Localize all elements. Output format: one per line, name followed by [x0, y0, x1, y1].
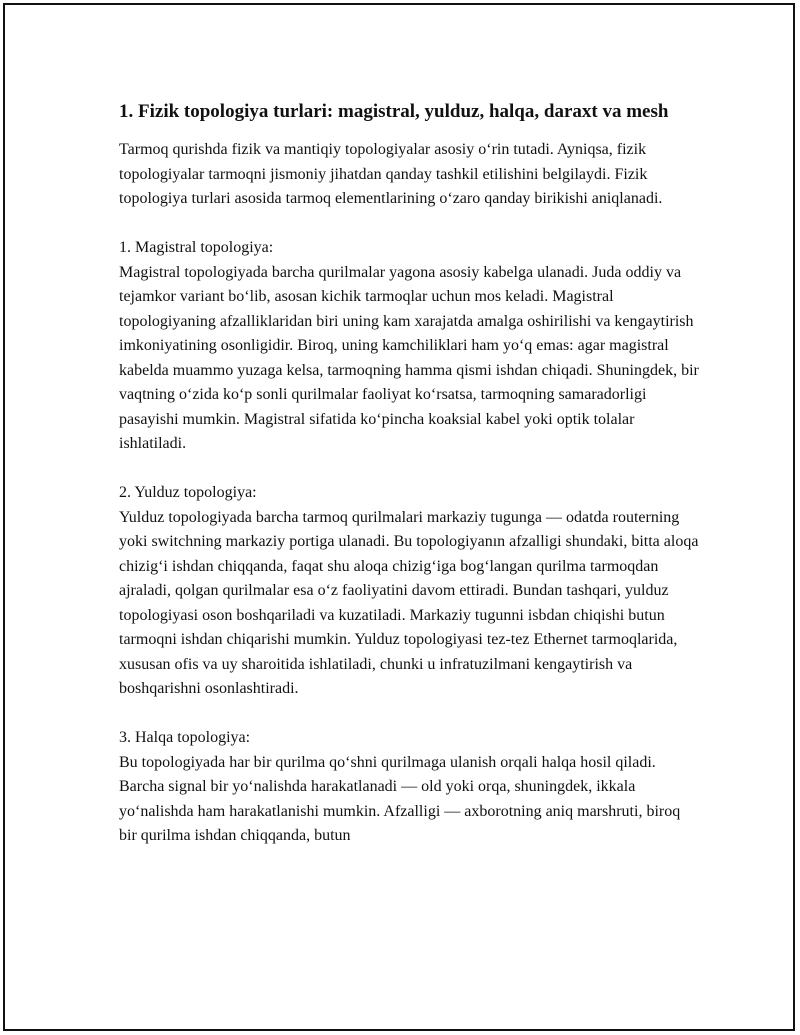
section-body: Bu topologiyada har bir qurilma qo‘shni qurilmaga ulanish orqali halqa hosil qiladi. Barcha signal bir yo‘nalishda harakatlanadi — old yoki orqa, shuningdek, ikkala yo‘nalishda ham harakatlanishi mumkin. Afzalligi — axborotning aniq marshruti, biroq bir qurilma ishdan chiqqanda, butun: [119, 753, 681, 844]
section-heading: 3. Halqa topologiya:: [119, 729, 251, 746]
section-heading: 2. Yulduz topologiya:: [119, 484, 257, 501]
section-magistral: [119, 236, 699, 457]
document-body: [119, 97, 699, 849]
section-body: Yulduz topologiyada barcha tarmoq qurilmalari markaziy tugunga — odatda routerning yoki switchning markaziy portiga ulanadi. Bu topologiyanın afzalligi shundaki, bitta aloqa chizig‘i ishdan chiqqanda, faqat shu aloqa chizig‘iga bog‘langan qurilma tarmoqdan ajraladi, qolgan qurilmalar esa o‘z faoliyatini davom ettiradi. Bundan tashqari, yulduz topologiyasi oson boshqariladi va kuzatiladi. Markaziy tugunni isbdan chiqishi butun tarmoqni ishdan chiqarishi mumkin. Yulduz topologiyasi tez-tez Ethernet tarmoqlarida, xususan ofis va uy sharoitida ishlatiladi, chunki u infratuzilmani kengaytirish va boshqarishni osonlashtiradi.: [119, 508, 699, 697]
section-body: Magistral topologiyada barcha qurilmalar yagona asosiy kabelga ulanadi. Juda oddiy va tejamkor variant bo‘lib, asosan kichik tarmoqlar uchun mos keladi. Magistral topologiyaning afzalliklaridan biri uning kam xarajatda amalga oshirilishi va kengaytirish imkoniyatining osonligidir. Biroq, uning kamchiliklari ham yo‘q emas: agar magistral kabelda muammo yuzaga kelsa, tarmoqning hamma qismi ishdan chiqadi. Shuningdek, bir vaqtning o‘zida ko‘p sonli qurilmalar faoliyat ko‘rsatsa, tarmoqning samaradorligi pasayishi mumkin. Magistral sifatida ko‘pincha koaksial kabel yoki optik tolalar ishlatiladi.: [119, 263, 699, 452]
section-heading: 1. Magistral topologiya:: [119, 239, 274, 256]
section-halqa: [119, 726, 699, 849]
document-title: 1. Fizik topologiya turlari: magistral, yulduz, halqa, daraxt va mesh: [119, 101, 669, 122]
section-yulduz: [119, 481, 699, 702]
intro-paragraph: Tarmoq qurishda fizik va mantiqiy topologiyalar asosiy o‘rin tutadi. Ayniqsa, fizik topologiyalar tarmoqni jismoniy jihatdan qanday tashkil etilishini belgilaydi. Fizik topologiya turlari asosida tarmoq elementlarining o‘zaro qanday birikishi aniqlanadi.: [119, 141, 663, 207]
page-frame: [3, 3, 795, 1031]
